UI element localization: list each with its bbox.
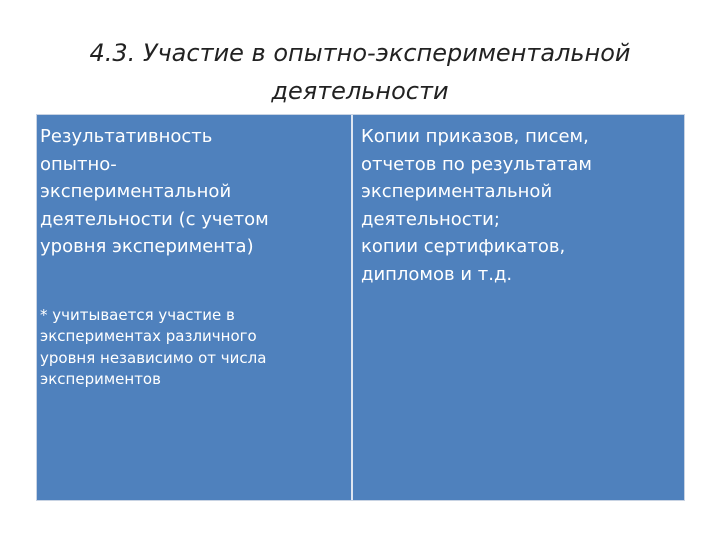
evidence-text bbox=[361, 123, 680, 288]
criterion-text bbox=[40, 123, 347, 261]
criterion-line: Результативность bbox=[40, 126, 213, 147]
evidence-line: Копии приказов, писем, bbox=[361, 126, 589, 147]
criteria-table bbox=[36, 114, 685, 501]
slide-title-line: деятельности bbox=[271, 77, 449, 105]
evidence-cell bbox=[353, 115, 684, 500]
criterion-line: деятельности (с учетом bbox=[40, 208, 269, 230]
evidence-line: дипломов и т.д. bbox=[361, 263, 513, 285]
note-line: * учитывается участие в bbox=[40, 305, 235, 324]
criterion-line: опытно- bbox=[40, 153, 117, 175]
evidence-line: отчетов по результатам bbox=[361, 153, 592, 175]
note-line: экспериментах различного bbox=[40, 327, 257, 345]
evidence-line: копии сертификатов, bbox=[361, 236, 566, 257]
note-line: уровня независимо от числа bbox=[40, 348, 267, 367]
criterion-line: уровня эксперимента) bbox=[40, 236, 254, 257]
evidence-line: экспериментальной bbox=[361, 181, 553, 202]
criterion-cell bbox=[37, 115, 353, 500]
evidence-line: деятельности; bbox=[361, 208, 500, 230]
slide-title bbox=[0, 34, 720, 110]
note-line: экспериментов bbox=[40, 370, 161, 388]
criterion-note bbox=[40, 305, 347, 391]
slide-title-line: 4.3. Участие в опытно-экспериментальной bbox=[89, 39, 631, 67]
criterion-line: экспериментальной bbox=[40, 181, 232, 202]
